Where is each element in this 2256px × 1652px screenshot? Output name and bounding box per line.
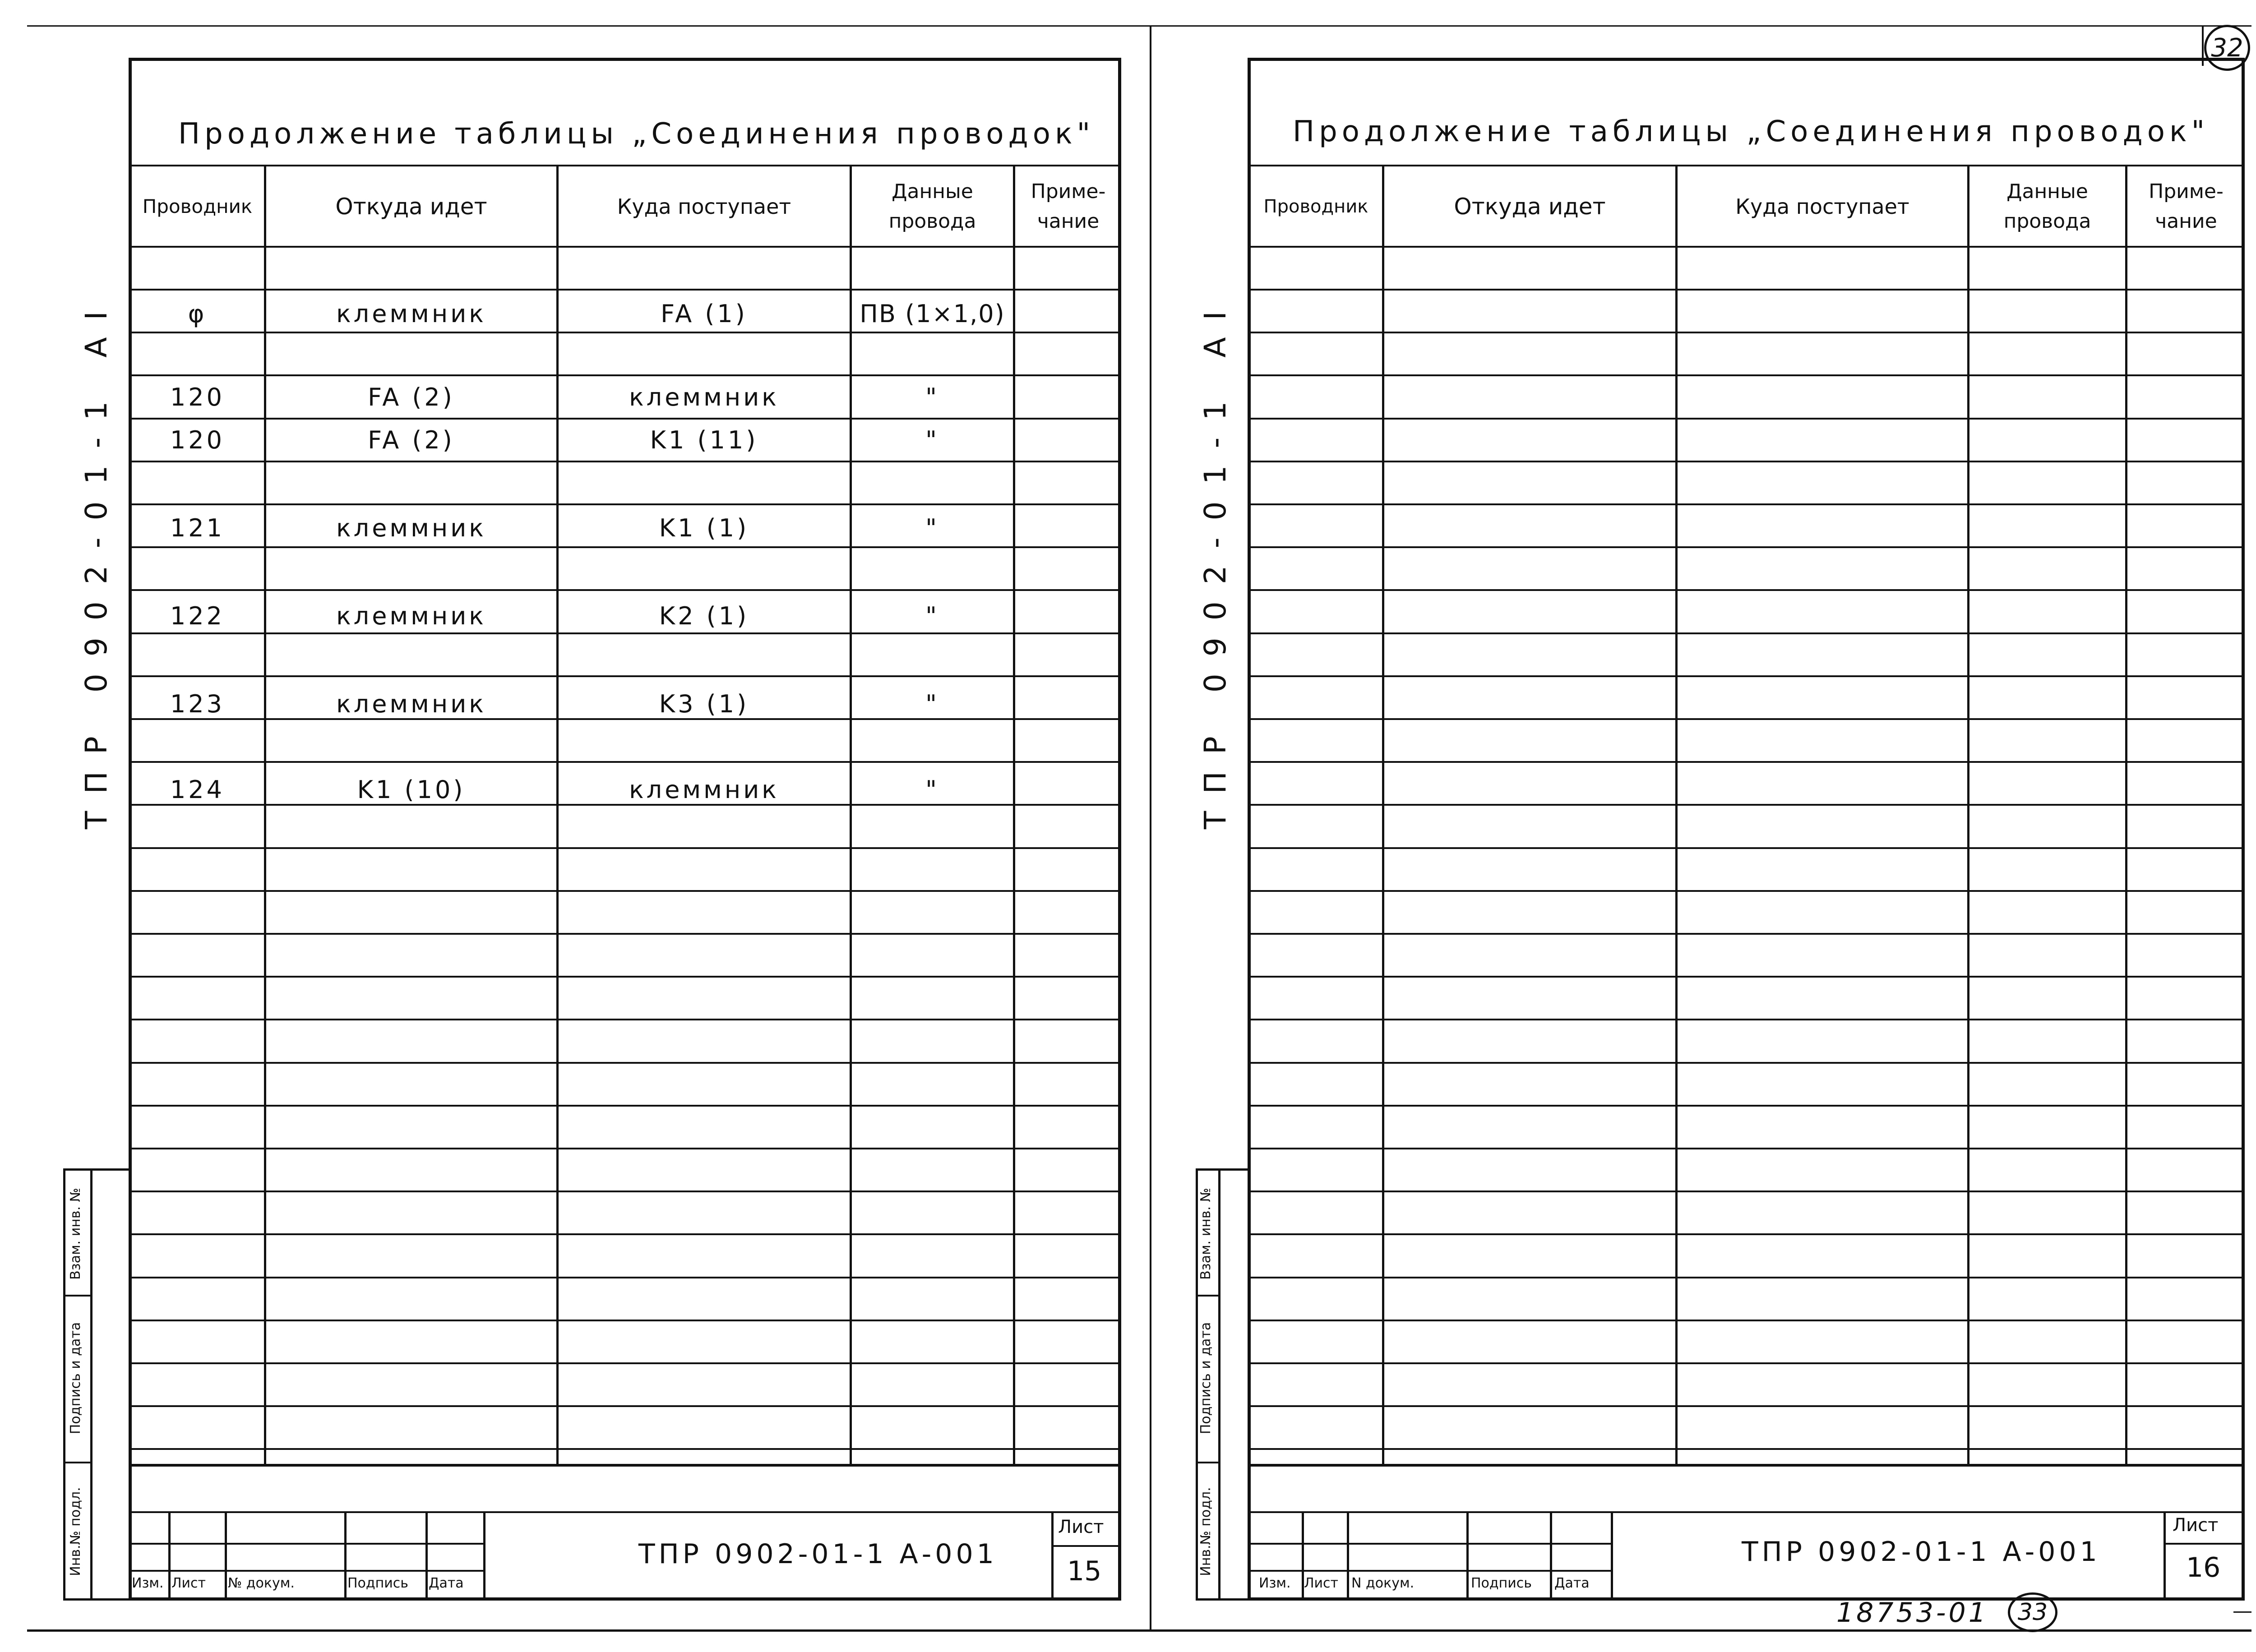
left-header-to: Куда поступает: [617, 194, 791, 219]
right-doc-code: ТПР 0902-01-1 А-001: [1742, 1536, 2101, 1568]
page-number-circle-bottom: 33: [2008, 1592, 2057, 1632]
right-header-to: Куда поступает: [1735, 194, 1909, 219]
left-doc-code: ТПР 0902-01-1 А-001: [638, 1538, 998, 1570]
left-row-6-data: ": [925, 689, 939, 718]
table-row-line: [129, 1233, 1121, 1235]
table-row-line: [1248, 1019, 2245, 1020]
table-row-line: [1248, 1148, 2245, 1149]
left-header-top: [129, 165, 1121, 166]
left-side-line-2: [63, 1462, 92, 1463]
page-fold: [1150, 25, 1151, 1631]
right-sheet-label: Лист: [2173, 1515, 2219, 1536]
table-row-line: [129, 933, 1121, 935]
table-row-line: [129, 1019, 1121, 1020]
left-stamp-v3: [344, 1511, 347, 1601]
left-col-line-3: [850, 165, 852, 1464]
left-row-6-wire: 123: [170, 689, 225, 718]
left-row-1-from: клеммник: [336, 299, 486, 328]
right-title: Продолжение таблицы „Соединения проводок": [1293, 115, 2210, 148]
left-stamp-v5: [483, 1511, 485, 1601]
table-row-line: [1248, 761, 2245, 763]
right-side-line-2: [1196, 1462, 1220, 1463]
table-row-line: [1248, 1405, 2245, 1407]
table-row-line: [129, 1405, 1121, 1407]
right-stamp-sign: Подпись: [1471, 1575, 1532, 1591]
left-stamp-v1: [168, 1511, 171, 1601]
left-header-data: Данные провода: [888, 180, 976, 233]
table-row-line: [129, 374, 1121, 376]
left-row-5-wire: 122: [170, 601, 225, 630]
left-stamp-top: [129, 1511, 1121, 1513]
right-side-label-inv: Инв.№ подл.: [1198, 1487, 1214, 1576]
right-header-note: Приме- чание: [2149, 180, 2224, 233]
left-stamp-date: Дата: [429, 1575, 464, 1591]
left-row-2-from: FA (2): [368, 383, 455, 411]
right-vertical-code: ТПР 0902-01-1 АI: [1198, 294, 1233, 829]
right-stamp-izm: Изм.: [1259, 1575, 1291, 1591]
table-row-line: [1248, 1277, 2245, 1278]
left-sheet-box-line: [1051, 1545, 1121, 1547]
left-row-5-to: K2 (1): [659, 601, 749, 630]
page-number-circle-top: 32: [2204, 25, 2250, 71]
right-stamp-docnum: N докум.: [1351, 1575, 1415, 1591]
left-row-7-from: K1 (10): [357, 775, 466, 804]
left-row-1-wire: φ: [188, 299, 207, 328]
left-row-1-to: FA (1): [661, 299, 748, 328]
left-header-wire: Проводник: [142, 195, 253, 217]
right-side-label-sign: Подпись и дата: [1198, 1322, 1214, 1435]
left-stamp-list: Лист: [171, 1575, 206, 1591]
table-row-line: [1248, 675, 2245, 677]
table-row-line: [129, 675, 1121, 677]
table-row-line: [129, 1148, 1121, 1149]
table-row-line: [1248, 1362, 2245, 1364]
left-row-3-wire: 120: [170, 425, 225, 454]
table-row-line: [129, 503, 1121, 505]
table-row-line: [1248, 890, 2245, 892]
left-stamp-sign: Подпись: [347, 1575, 408, 1591]
table-row-line: [1248, 546, 2245, 548]
table-row-line: [129, 1191, 1121, 1192]
table-row-line: [1248, 418, 2245, 420]
bottom-reference: 18753-01: [1836, 1597, 1988, 1629]
left-row-7-wire: 124: [170, 775, 225, 804]
table-row-line: [1248, 289, 2245, 291]
left-header-from: Откуда идет: [335, 193, 487, 220]
left-title: Продолжение таблицы „Соединения проводок": [178, 117, 1095, 151]
left-row-7-to: клеммник: [629, 775, 779, 804]
left-stamp-v4: [425, 1511, 428, 1601]
table-row-line: [1248, 374, 2245, 376]
table-row-line: [129, 847, 1121, 849]
right-sheet-number: 16: [2186, 1552, 2221, 1583]
table-row-line: [129, 1105, 1121, 1107]
table-row-line: [1248, 332, 2245, 333]
table-row-line: [1248, 804, 2245, 806]
table-row-line: [1248, 632, 2245, 634]
table-row-line: [1248, 503, 2245, 505]
right-stamp-v5: [1611, 1511, 1613, 1601]
left-side-label-vzam: Взам. инв. №: [68, 1188, 83, 1280]
left-side-label-sign: Подпись и дата: [68, 1322, 83, 1435]
left-sheet-label: Лист: [1058, 1517, 1104, 1537]
table-row-line: [1248, 1233, 2245, 1235]
right-col-line-1: [1382, 165, 1384, 1464]
right-stamp-v2: [1347, 1511, 1349, 1601]
right-col-line-4: [2125, 165, 2127, 1464]
left-row-5-from: клеммник: [336, 601, 486, 630]
scan-top-edge: [27, 25, 2251, 27]
left-header-note: Приме- чание: [1031, 180, 1106, 233]
table-row-line: [1248, 1062, 2245, 1064]
left-row-2-data: ": [925, 383, 939, 411]
left-vertical-code: ТПР 0902-01-1 АI: [79, 294, 114, 829]
left-row-3-to: K1 (11): [650, 425, 758, 454]
left-side-line-1: [63, 1295, 92, 1297]
table-row-line: [129, 1320, 1121, 1321]
right-header-wire: Проводник: [1263, 196, 1368, 217]
right-header-data: Данные провода: [2003, 180, 2091, 233]
table-row-line: [1248, 847, 2245, 849]
right-stamp-list: Лист: [1304, 1575, 1339, 1591]
left-row-2-to: клеммник: [629, 383, 779, 411]
table-row-line: [1248, 933, 2245, 935]
left-stamp-v6: [1051, 1511, 1054, 1601]
right-col-line-3: [1967, 165, 1969, 1464]
table-row-line: [129, 289, 1121, 291]
table-row-line: [1248, 1448, 2245, 1450]
bottom-right-mark: [2233, 1611, 2251, 1613]
left-stamp-docnum: № докум.: [228, 1575, 295, 1591]
right-stamp-date: Дата: [1554, 1575, 1590, 1591]
right-stamp-v3: [1466, 1511, 1469, 1601]
left-stamp-line-b: [129, 1570, 485, 1572]
right-header-from: Откуда идет: [1454, 193, 1606, 220]
corner-tick: [2202, 25, 2204, 66]
left-col-line-1: [264, 165, 266, 1464]
right-table-end: [1248, 1464, 2245, 1467]
table-row-line: [1248, 976, 2245, 978]
left-header-bottom: [129, 246, 1121, 248]
table-row-line: [129, 1448, 1121, 1450]
left-row-4-from: клеммник: [336, 513, 486, 542]
left-sheet-number: 15: [1067, 1555, 1102, 1587]
left-row-1-data: ПВ (1×1,0): [860, 299, 1005, 328]
table-row-line: [129, 1362, 1121, 1364]
right-col-line-2: [1675, 165, 1678, 1464]
table-row-line: [129, 976, 1121, 978]
table-row-line: [129, 890, 1121, 892]
left-row-5-data: ": [925, 601, 939, 630]
table-row-line: [1248, 1191, 2245, 1192]
right-sheet-box-line: [2164, 1543, 2245, 1545]
right-side-label-vzam: Взам. инв. №: [1198, 1188, 1214, 1280]
left-side-label-inv: Инв.№ подл.: [68, 1487, 83, 1576]
right-side-stamp-divider: [1218, 1168, 1220, 1601]
right-stamp-top: [1248, 1511, 2245, 1513]
left-row-4-wire: 121: [170, 513, 225, 542]
left-col-line-2: [556, 165, 559, 1464]
table-row-line: [1248, 718, 2245, 720]
left-stamp-line-a: [129, 1543, 485, 1545]
left-row-3-data: ": [925, 425, 939, 454]
right-side-line-1: [1196, 1295, 1220, 1297]
left-table-end: [129, 1464, 1121, 1467]
table-row-line: [1248, 589, 2245, 591]
right-header-top: [1248, 165, 2245, 166]
table-row-line: [1248, 1105, 2245, 1107]
table-row-line: [1248, 461, 2245, 462]
right-header-bottom: [1248, 246, 2245, 248]
left-row-2-wire: 120: [170, 383, 225, 411]
table-row-line: [129, 589, 1121, 591]
right-stamp-v6: [2164, 1511, 2166, 1601]
left-stamp-izm: Изм.: [132, 1575, 164, 1591]
table-row-line: [129, 1277, 1121, 1278]
table-row-line: [129, 461, 1121, 462]
scan-bottom-edge: [27, 1629, 2251, 1632]
left-row-6-from: клеммник: [336, 689, 486, 718]
left-row-7-data: ": [925, 775, 939, 804]
left-row-4-data: ": [925, 513, 939, 542]
left-row-3-from: FA (2): [368, 425, 455, 454]
left-col-line-4: [1013, 165, 1015, 1464]
table-row-line: [1248, 1320, 2245, 1321]
left-row-6-to: K3 (1): [659, 689, 749, 718]
left-side-stamp-divider: [90, 1168, 92, 1601]
right-stamp-v4: [1550, 1511, 1552, 1601]
left-stamp-v2: [225, 1511, 227, 1601]
table-row-line: [129, 761, 1121, 763]
left-row-4-to: K1 (1): [659, 513, 749, 542]
table-row-line: [129, 1062, 1121, 1064]
